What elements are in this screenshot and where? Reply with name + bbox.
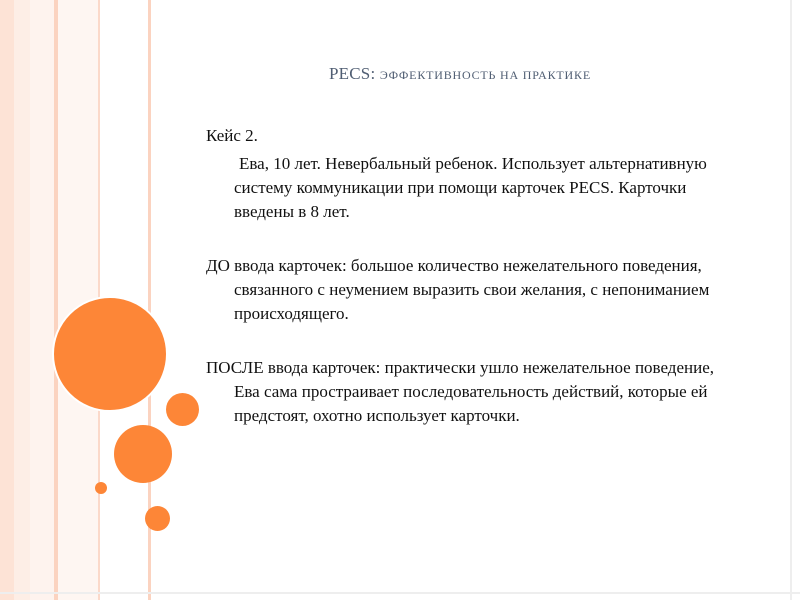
- slide-title: [160, 64, 760, 84]
- decor-stripe: [0, 0, 14, 600]
- slide-body: [206, 124, 736, 428]
- decor-circle-small: [166, 393, 199, 426]
- case-label: Кейс 2.: [206, 126, 258, 145]
- decor-stripe: [30, 0, 54, 600]
- decor-circle-medium: [114, 425, 172, 483]
- title-subtitle: ЭФФЕКТИВНОСТЬ НА ПРАКТИКЕ: [379, 68, 591, 82]
- after-paragraph: ПОСЛЕ ввода карточек: практически ушло нежелательное поведение, Ева сама простраивает последовательность действий, которые ей предстоят, охотно использует карточки.: [206, 358, 714, 425]
- decor-circle-large: [52, 296, 168, 412]
- decor-circle-small: [145, 506, 170, 531]
- slide-border: [0, 592, 800, 594]
- spacer: [206, 224, 736, 254]
- title-main: PECS:: [329, 64, 380, 83]
- decor-circle-tiny: [95, 482, 107, 494]
- slide-border: [790, 0, 792, 600]
- spacer: [206, 326, 736, 356]
- case-description: Ева, 10 лет. Невербальный ребенок. Использует альтернативную систему коммуникации при помощи карточек PECS. Карточки введены в 8 лет.: [234, 154, 707, 221]
- before-paragraph: ДО ввода карточек: большое количество нежелательного поведения, связанного с неумением выразить свои желания, с непониманием происходящего.: [206, 256, 710, 323]
- decor-stripe: [14, 0, 30, 600]
